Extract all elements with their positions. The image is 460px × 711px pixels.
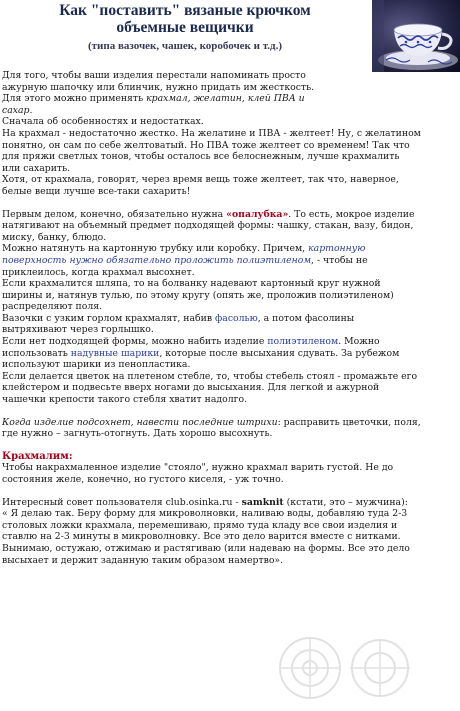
text-line: белые вещи лучше все-таки сахарить! bbox=[2, 185, 191, 197]
text-line: Для этого можно применять bbox=[2, 93, 147, 105]
text-line: На крахмал - недостаточно жестко. На желатине и ПВА - желтеет! Ну, с желатином bbox=[2, 127, 421, 139]
article-body bbox=[2, 70, 457, 566]
text-line: Хотя, от крахмала, говорят, через время вещь тоже желтеет, так что, наверное, bbox=[2, 174, 399, 186]
text-line: ажурную шапочку или блинчик, нужно придать им жесткость. bbox=[2, 81, 315, 93]
paragraph-flower-stem bbox=[2, 371, 457, 406]
paragraph-starch-thickness bbox=[2, 462, 457, 485]
text-line: Вазочки с узким горлом крахмалят, набив bbox=[2, 312, 216, 324]
paragraph-user-tip bbox=[2, 497, 457, 509]
teacup-photo-icon bbox=[372, 0, 460, 72]
text-line: Если нет подходящей формы, можно набить изделие bbox=[2, 336, 268, 348]
materials-list: крахмал, желатин, клей ПВА и bbox=[146, 93, 305, 105]
paragraph-formwork bbox=[2, 209, 457, 244]
spacer bbox=[2, 486, 457, 497]
text-line: , а потом фасолины bbox=[257, 312, 355, 324]
text-line: (кстати, это – мужчина): bbox=[283, 496, 408, 508]
paragraph-no-form bbox=[2, 336, 457, 371]
text-line: Можно натянуть на картонную трубку или коробку. Причем, bbox=[2, 243, 309, 255]
paragraph-quote bbox=[2, 508, 457, 566]
beans-highlight: фасолью bbox=[215, 312, 258, 324]
text-line: или сахарить. bbox=[2, 162, 71, 174]
text-line: . Можно bbox=[338, 336, 380, 348]
paragraph-yellowing bbox=[2, 128, 457, 174]
text-line: состояния желе, конечно, но густого киселя, - уж точно. bbox=[2, 474, 284, 485]
balloons-highlight: надувные шарики bbox=[70, 347, 160, 359]
paragraph-cardboard bbox=[2, 243, 457, 278]
text-line: , которые после высыхания сдувать. За рубежом bbox=[159, 347, 400, 359]
paragraph-vase bbox=[2, 313, 457, 336]
text-line: : расправить цветочки, поля, bbox=[277, 416, 421, 428]
paragraph-hat bbox=[2, 278, 457, 313]
text-line: использовать bbox=[2, 347, 71, 359]
text-line: Чтобы накрахмаленное изделие "стояло", нужно крахмал варить густой. Не до bbox=[2, 462, 394, 474]
article-subtitle: (типа вазочек, чашек, коробочек и т.д.) bbox=[87, 40, 283, 52]
text-line: . bbox=[29, 104, 33, 116]
username: samknit bbox=[241, 496, 284, 508]
text-line: чашечки крепости такого стебля хватит надолго. bbox=[2, 394, 248, 406]
teacup-illustration bbox=[372, 0, 460, 72]
text-line: клейстером и подвесьте вверх ногами до высыхания. Для легкой и ажурной bbox=[2, 382, 380, 394]
text-line: приклеилось, когда крахмал высохнет. bbox=[2, 266, 195, 278]
text-line: миску, банку, блюдо. bbox=[2, 231, 107, 243]
text-line: Интересный совет пользователя club.osinka.ru - bbox=[2, 496, 242, 508]
text-line: « Я делаю так. Беру форму для микроволновки, наливаю воды, добавляю туда 2-3 bbox=[2, 508, 408, 520]
text-line: Если крахмалится шляпа, то на болванку надевают картонный круг нужной bbox=[2, 278, 381, 290]
title-line-2: объемные вещички bbox=[116, 19, 254, 36]
lace-watermark bbox=[250, 628, 440, 708]
cardboard-highlight: поверхность нужно обязательно проложить полиэтиленом bbox=[2, 254, 312, 266]
spacer bbox=[2, 440, 457, 451]
section-heading-starch: Крахмалим: bbox=[2, 450, 73, 462]
text-line: где нужно – загнуть-отогнуть. Дать хорошо высохнуть. bbox=[2, 428, 273, 440]
text-line: понятно, он сам по себе желтоватый. Но ПВА тоже желтеет со временем! Так что bbox=[2, 139, 410, 151]
text-line: ширины и, натянув тулью, по этому кругу (опять же, проложив полиэтиленом) bbox=[2, 289, 394, 301]
text-line: распределяют поля. bbox=[2, 301, 103, 313]
text-line: для пряжи светлых тонов, чтобы осталось все белоснежным, лучше крахмалить bbox=[2, 151, 400, 163]
text-line: Для того, чтобы ваши изделия перестали напоминать просто bbox=[2, 70, 306, 81]
text-line: высыхает и держит заданную таким образом намертво». bbox=[2, 554, 284, 566]
paragraph-features: Сначала об особенностях и недостатках. bbox=[2, 116, 204, 128]
text-line: , - чтобы не bbox=[311, 254, 368, 266]
text-line: столовых ложки крахмала, перемешиваю, прямо туда кладу все свои изделия и bbox=[2, 519, 398, 531]
paragraph-finishing bbox=[2, 417, 457, 440]
text-line: ставлю на 2-3 минуты в микроволновку. Все это дело варится вместе с нитками. bbox=[2, 531, 401, 543]
materials-list-end: сахар bbox=[2, 104, 30, 116]
formwork-highlight: «опалубка» bbox=[226, 208, 289, 220]
paragraph-sugar-advice bbox=[2, 174, 457, 197]
text-line: Первым делом, конечно, обязательно нужна bbox=[2, 208, 227, 220]
cardboard-highlight: картонную bbox=[308, 243, 366, 255]
text-line: . То есть, мокрое изделие bbox=[288, 208, 415, 220]
spacer bbox=[2, 198, 457, 209]
text-line: Вынимаю, остужаю, отжимаю и растягиваю (или надеваю на формы. Все это дело bbox=[2, 542, 410, 554]
polyethylene-highlight: полиэтиленом bbox=[267, 336, 339, 348]
text-line: вытряхивают через горлышко. bbox=[2, 324, 154, 336]
text-line: Если делается цветок на плетеном стебле, то, чтобы стебель стоял - промажьте его bbox=[2, 370, 418, 382]
article-header bbox=[0, 0, 460, 70]
text-line: используют шарики из пенопластика. bbox=[2, 359, 191, 371]
text-line: натягивают на объемный предмет подходящей формы: чашку, стакан, вазу, бидон, bbox=[2, 220, 414, 232]
spacer bbox=[2, 406, 457, 417]
paragraph-intro bbox=[2, 70, 457, 116]
finishing-highlight: Когда изделие подсохнет, навести последние штрихи bbox=[2, 416, 278, 428]
article-title bbox=[4, 2, 366, 36]
title-line-1: Как "поставить" вязаные крючком bbox=[59, 2, 311, 19]
